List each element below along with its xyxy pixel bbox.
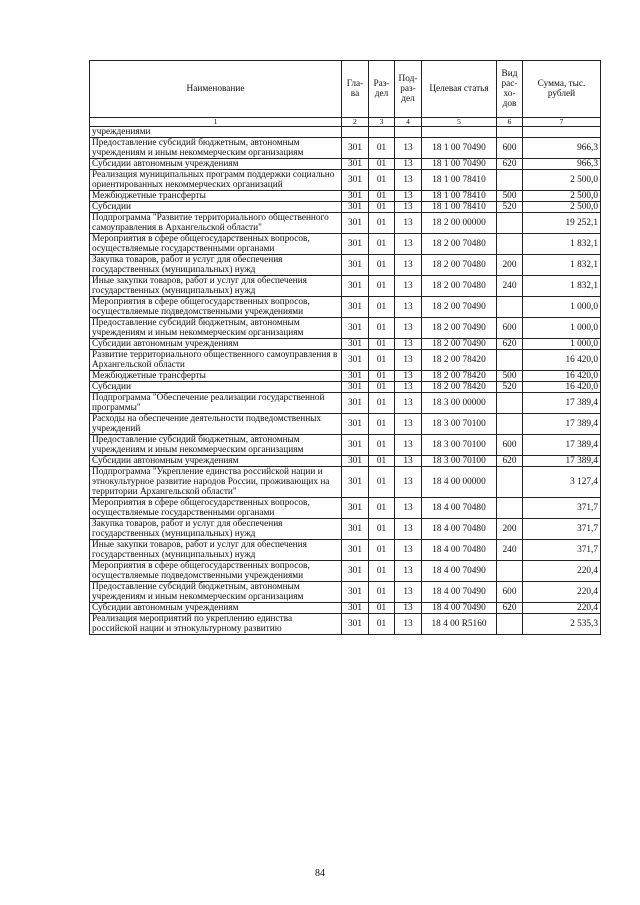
cell-target: 18 3 00 00000 — [422, 393, 497, 414]
cell-podrazdel: 13 — [395, 318, 422, 339]
cell-name: Мероприятия в сфере общегосударственных вопросов, осуществляемые государственными органами — [90, 234, 342, 255]
table-row — [90, 234, 601, 255]
cell-sum: 1 832,1 — [523, 255, 601, 276]
cell-name: Субсидии — [90, 382, 342, 393]
cell-razdel: 01 — [369, 561, 395, 582]
table-row — [90, 170, 601, 191]
cell-vid: 600 — [497, 435, 523, 456]
header-podrazdel: Под-раз-дел — [395, 61, 422, 118]
cell-target: 18 2 00 70480 — [422, 276, 497, 297]
cell-podrazdel: 13 — [395, 255, 422, 276]
table-row — [90, 582, 601, 603]
cell-target: 18 3 00 70100 — [422, 456, 497, 467]
cell-name: Межбюджетные трансферты — [90, 191, 342, 202]
cell-podrazdel: 13 — [395, 467, 422, 498]
cell-glava: 301 — [342, 614, 369, 635]
table-header-row — [90, 61, 601, 118]
cell-podrazdel: 13 — [395, 561, 422, 582]
cell-podrazdel: 13 — [395, 159, 422, 170]
cell-razdel: 01 — [369, 202, 395, 213]
table-row — [90, 138, 601, 159]
cell-vid — [497, 213, 523, 234]
cell-sum: 1 000,0 — [523, 318, 601, 339]
cell-target: 18 2 00 70490 — [422, 297, 497, 318]
cell-glava — [342, 127, 369, 138]
cell-target: 18 2 00 78420 — [422, 350, 497, 371]
cell-name: Предоставление субсидий бюджетным, автономным учреждениям и иным некоммерческим организациям — [90, 138, 342, 159]
cell-podrazdel: 13 — [395, 234, 422, 255]
cell-sum: 966,3 — [523, 138, 601, 159]
cell-target: 18 2 00 78420 — [422, 382, 497, 393]
cell-razdel: 01 — [369, 234, 395, 255]
cell-podrazdel: 13 — [395, 498, 422, 519]
cell-name: Субсидии автономным учреждениям — [90, 456, 342, 467]
cell-target: 18 4 00 70480 — [422, 498, 497, 519]
cell-podrazdel: 13 — [395, 191, 422, 202]
cell-razdel: 01 — [369, 170, 395, 191]
cell-razdel: 01 — [369, 435, 395, 456]
cell-podrazdel: 13 — [395, 393, 422, 414]
cell-sum: 1 000,0 — [523, 297, 601, 318]
cell-razdel: 01 — [369, 614, 395, 635]
cell-sum: 2 535,3 — [523, 614, 601, 635]
cell-target: 18 4 00 70490 — [422, 561, 497, 582]
cell-razdel: 01 — [369, 255, 395, 276]
cell-vid — [497, 170, 523, 191]
cell-name: Подпрограмма "Обеспечение реализации государственной программы" — [90, 393, 342, 414]
column-number: 4 — [395, 118, 422, 127]
cell-podrazdel: 13 — [395, 603, 422, 614]
cell-vid: 200 — [497, 519, 523, 540]
cell-sum: 2 500,0 — [523, 170, 601, 191]
cell-vid: 520 — [497, 382, 523, 393]
table-row — [90, 414, 601, 435]
cell-podrazdel: 13 — [395, 614, 422, 635]
table-row — [90, 318, 601, 339]
table-row — [90, 393, 601, 414]
cell-podrazdel: 13 — [395, 339, 422, 350]
cell-target: 18 2 00 70490 — [422, 318, 497, 339]
cell-glava: 301 — [342, 138, 369, 159]
cell-target — [422, 127, 497, 138]
cell-razdel: 01 — [369, 350, 395, 371]
cell-podrazdel: 13 — [395, 582, 422, 603]
cell-podrazdel: 13 — [395, 202, 422, 213]
cell-name: Мероприятия в сфере общегосударственных вопросов, осуществляемые подведомственными учреждениями — [90, 561, 342, 582]
cell-sum: 3 127,4 — [523, 467, 601, 498]
cell-name: Субсидии автономным учреждениям — [90, 603, 342, 614]
header-glava: Гла-ва — [342, 61, 369, 118]
cell-razdel: 01 — [369, 467, 395, 498]
cell-vid: 620 — [497, 603, 523, 614]
table-row — [90, 127, 601, 138]
cell-razdel: 01 — [369, 339, 395, 350]
cell-glava: 301 — [342, 339, 369, 350]
cell-name: Закупка товаров, работ и услуг для обеспечения государственных (муниципальных) нужд — [90, 255, 342, 276]
cell-target: 18 3 00 70100 — [422, 435, 497, 456]
cell-sum: 19 252,1 — [523, 213, 601, 234]
column-number: 2 — [342, 118, 369, 127]
cell-glava: 301 — [342, 350, 369, 371]
cell-name: Мероприятия в сфере общегосударственных вопросов, осуществляемые государственными органами — [90, 498, 342, 519]
cell-glava: 301 — [342, 414, 369, 435]
cell-name: Реализация мероприятий по укреплению единства российской нации и этнокультурному развитию — [90, 614, 342, 635]
cell-razdel: 01 — [369, 540, 395, 561]
cell-glava: 301 — [342, 159, 369, 170]
header-name: Наименование — [90, 61, 342, 118]
cell-sum: 2 500,0 — [523, 202, 601, 213]
cell-podrazdel: 13 — [395, 213, 422, 234]
cell-glava: 301 — [342, 213, 369, 234]
cell-sum: 2 500,0 — [523, 191, 601, 202]
cell-glava: 301 — [342, 603, 369, 614]
column-number: 1 — [90, 118, 342, 127]
cell-podrazdel: 13 — [395, 350, 422, 371]
cell-vid: 500 — [497, 191, 523, 202]
cell-target: 18 2 00 78420 — [422, 371, 497, 382]
cell-vid: 620 — [497, 159, 523, 170]
cell-razdel: 01 — [369, 603, 395, 614]
cell-vid — [497, 393, 523, 414]
table-row — [90, 371, 601, 382]
table-row — [90, 159, 601, 170]
cell-sum: 371,7 — [523, 498, 601, 519]
cell-razdel: 01 — [369, 414, 395, 435]
cell-name: Предоставление субсидий бюджетным, автономным учреждениям и иным некоммерческим организациям — [90, 435, 342, 456]
cell-vid: 200 — [497, 255, 523, 276]
cell-glava: 301 — [342, 371, 369, 382]
cell-target: 18 4 00 70480 — [422, 540, 497, 561]
table-row — [90, 435, 601, 456]
cell-target: 18 2 00 70480 — [422, 234, 497, 255]
cell-target: 18 4 00 70490 — [422, 603, 497, 614]
cell-name: Подпрограмма "Укрепление единства российской нации и этнокультурное развитие народов России, проживающих на территории Архангельской области" — [90, 467, 342, 498]
cell-vid — [497, 467, 523, 498]
cell-razdel: 01 — [369, 276, 395, 297]
table-row — [90, 255, 601, 276]
cell-razdel: 01 — [369, 498, 395, 519]
cell-glava: 301 — [342, 519, 369, 540]
cell-podrazdel: 13 — [395, 138, 422, 159]
cell-razdel: 01 — [369, 159, 395, 170]
table-row — [90, 382, 601, 393]
table-row — [90, 213, 601, 234]
header-razdel: Раз-дел — [369, 61, 395, 118]
cell-glava: 301 — [342, 435, 369, 456]
cell-vid — [497, 127, 523, 138]
cell-sum: 1 832,1 — [523, 234, 601, 255]
column-number-row — [90, 118, 601, 127]
cell-glava: 301 — [342, 393, 369, 414]
cell-podrazdel: 13 — [395, 414, 422, 435]
cell-sum: 220,4 — [523, 582, 601, 603]
cell-glava: 301 — [342, 561, 369, 582]
cell-razdel: 01 — [369, 297, 395, 318]
cell-vid — [497, 350, 523, 371]
table-row — [90, 350, 601, 371]
cell-razdel — [369, 127, 395, 138]
cell-name: Расходы на обеспечение деятельности подведомственных учреждений — [90, 414, 342, 435]
cell-name: Подпрограмма "Развитие территориального общественного самоуправления в Архангельской области" — [90, 213, 342, 234]
table-row — [90, 603, 601, 614]
cell-podrazdel: 13 — [395, 435, 422, 456]
cell-razdel: 01 — [369, 138, 395, 159]
cell-podrazdel: 13 — [395, 540, 422, 561]
cell-vid: 600 — [497, 318, 523, 339]
table-row — [90, 276, 601, 297]
cell-podrazdel: 13 — [395, 170, 422, 191]
cell-glava: 301 — [342, 191, 369, 202]
cell-target: 18 4 00 70480 — [422, 519, 497, 540]
cell-razdel: 01 — [369, 393, 395, 414]
table-row — [90, 540, 601, 561]
cell-vid: 620 — [497, 339, 523, 350]
cell-sum: 966,3 — [523, 159, 601, 170]
cell-name: Межбюджетные трансферты — [90, 371, 342, 382]
cell-podrazdel: 13 — [395, 382, 422, 393]
cell-target: 18 2 00 70480 — [422, 255, 497, 276]
cell-sum: 16 420,0 — [523, 350, 601, 371]
cell-podrazdel: 13 — [395, 456, 422, 467]
cell-razdel: 01 — [369, 318, 395, 339]
cell-name: Субсидии автономным учреждениям — [90, 339, 342, 350]
cell-podrazdel: 13 — [395, 519, 422, 540]
cell-sum: 1 000,0 — [523, 339, 601, 350]
cell-name: Субсидии автономным учреждениям — [90, 159, 342, 170]
cell-razdel: 01 — [369, 582, 395, 603]
cell-vid: 500 — [497, 371, 523, 382]
cell-glava: 301 — [342, 234, 369, 255]
cell-sum: 1 832,1 — [523, 276, 601, 297]
column-number: 3 — [369, 118, 395, 127]
cell-razdel: 01 — [369, 191, 395, 202]
cell-sum: 17 389,4 — [523, 414, 601, 435]
cell-vid — [497, 561, 523, 582]
cell-glava: 301 — [342, 382, 369, 393]
cell-sum: 16 420,0 — [523, 382, 601, 393]
cell-name: Иные закупки товаров, работ и услуг для обеспечения государственных (муниципальных) нужд — [90, 540, 342, 561]
cell-sum: 16 420,0 — [523, 371, 601, 382]
cell-glava: 301 — [342, 582, 369, 603]
cell-razdel: 01 — [369, 371, 395, 382]
cell-vid: 520 — [497, 202, 523, 213]
cell-sum: 17 389,4 — [523, 393, 601, 414]
cell-vid: 240 — [497, 276, 523, 297]
cell-vid — [497, 234, 523, 255]
cell-target: 18 2 00 70490 — [422, 339, 497, 350]
table-row — [90, 561, 601, 582]
table-body — [90, 127, 601, 635]
cell-sum: 220,4 — [523, 561, 601, 582]
cell-glava: 301 — [342, 255, 369, 276]
cell-podrazdel — [395, 127, 422, 138]
cell-name: Развитие территориального общественного самоуправления в Архангельской области — [90, 350, 342, 371]
cell-name: учреждениями — [90, 127, 342, 138]
cell-target: 18 4 00 00000 — [422, 467, 497, 498]
cell-sum: 17 389,4 — [523, 456, 601, 467]
cell-target: 18 1 00 78410 — [422, 191, 497, 202]
cell-sum — [523, 127, 601, 138]
table-row — [90, 191, 601, 202]
cell-name: Иные закупки товаров, работ и услуг для обеспечения государственных (муниципальных) нужд — [90, 276, 342, 297]
cell-name: Субсидии — [90, 202, 342, 213]
cell-name: Закупка товаров, работ и услуг для обеспечения государственных (муниципальных) нужд — [90, 519, 342, 540]
cell-name: Реализация муниципальных программ поддержки социально ориентированных некоммерческих организаций — [90, 170, 342, 191]
cell-target: 18 2 00 00000 — [422, 213, 497, 234]
table-row — [90, 297, 601, 318]
cell-name: Предоставление субсидий бюджетным, автономным учреждениям и иным некоммерческим организациям — [90, 582, 342, 603]
cell-target: 18 4 00 70490 — [422, 582, 497, 603]
cell-razdel: 01 — [369, 213, 395, 234]
cell-podrazdel: 13 — [395, 371, 422, 382]
column-number: 7 — [523, 118, 601, 127]
table-row — [90, 456, 601, 467]
cell-vid — [497, 614, 523, 635]
cell-target: 18 3 00 70100 — [422, 414, 497, 435]
cell-vid: 620 — [497, 456, 523, 467]
cell-vid — [497, 414, 523, 435]
page-number: 84 — [315, 868, 325, 879]
cell-glava: 301 — [342, 498, 369, 519]
cell-glava: 301 — [342, 467, 369, 498]
header-target: Целевая статья — [422, 61, 497, 118]
header-vid: Вид рас-хо-дов — [497, 61, 523, 118]
cell-name: Мероприятия в сфере общегосударственных вопросов, осуществляемые подведомственными учреждениями — [90, 297, 342, 318]
cell-sum: 220,4 — [523, 603, 601, 614]
table-row — [90, 202, 601, 213]
cell-target: 18 1 00 78410 — [422, 202, 497, 213]
table-row — [90, 519, 601, 540]
cell-glava: 301 — [342, 456, 369, 467]
cell-vid — [497, 297, 523, 318]
cell-sum: 371,7 — [523, 540, 601, 561]
cell-podrazdel: 13 — [395, 297, 422, 318]
cell-target: 18 1 00 70490 — [422, 159, 497, 170]
cell-podrazdel: 13 — [395, 276, 422, 297]
cell-target: 18 4 00 R5160 — [422, 614, 497, 635]
cell-target: 18 1 00 70490 — [422, 138, 497, 159]
cell-glava: 301 — [342, 297, 369, 318]
cell-glava: 301 — [342, 276, 369, 297]
cell-glava: 301 — [342, 170, 369, 191]
column-number: 6 — [497, 118, 523, 127]
table-row — [90, 467, 601, 498]
cell-vid: 600 — [497, 582, 523, 603]
cell-vid: 240 — [497, 540, 523, 561]
budget-table — [89, 60, 601, 635]
cell-vid — [497, 498, 523, 519]
cell-glava: 301 — [342, 540, 369, 561]
cell-vid: 600 — [497, 138, 523, 159]
cell-glava: 301 — [342, 318, 369, 339]
column-number: 5 — [422, 118, 497, 127]
cell-razdel: 01 — [369, 382, 395, 393]
cell-razdel: 01 — [369, 519, 395, 540]
table-row — [90, 498, 601, 519]
cell-sum: 17 389,4 — [523, 435, 601, 456]
table-row — [90, 614, 601, 635]
cell-glava: 301 — [342, 202, 369, 213]
header-sum: Сумма, тыс. рублей — [523, 61, 601, 118]
cell-razdel: 01 — [369, 456, 395, 467]
table-row — [90, 339, 601, 350]
cell-target: 18 1 00 78410 — [422, 170, 497, 191]
cell-sum: 371,7 — [523, 519, 601, 540]
cell-name: Предоставление субсидий бюджетным, автономным учреждениям и иным некоммерческим организациям — [90, 318, 342, 339]
